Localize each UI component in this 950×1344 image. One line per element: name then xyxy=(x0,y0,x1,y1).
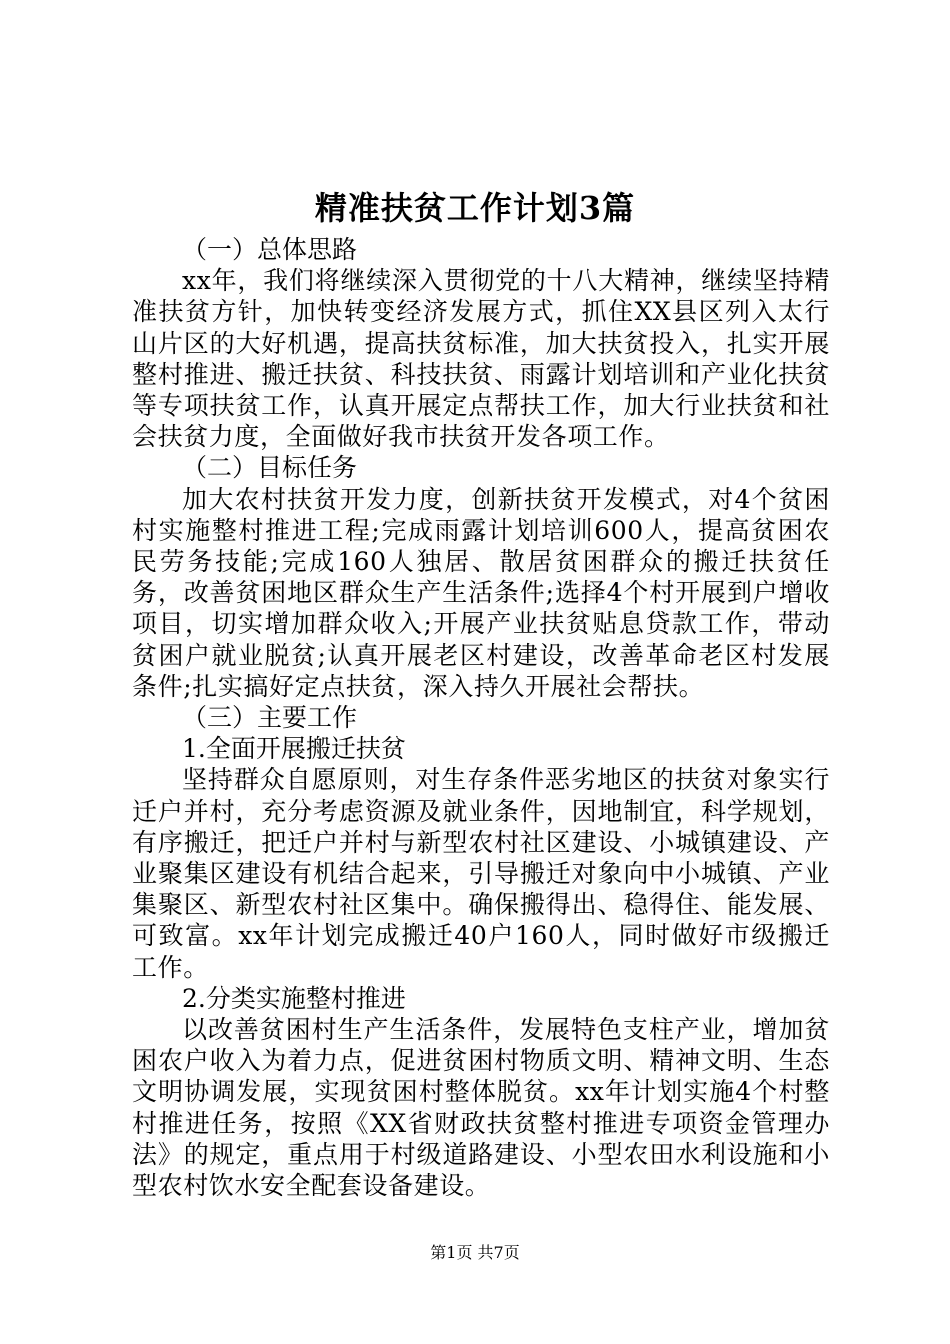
document-body xyxy=(132,234,830,1201)
subsection-paragraph-relocation: 坚持群众自愿原则，对生存条件恶劣地区的扶贫对象实行迁户并村，充分考虑资源及就业条件，因地制宜，科学规划，有序搬迁，把迁户并村与新型农村社区建设、小城镇建设、产业聚集区建设有机结合起来，引导搬迁对象向中小城镇、产业集聚区、新型农村社区集中。确保搬得出、稳得住、能发展、可致富。xx年计划完成搬迁40户160人，同时做好市级搬迁工作。 xyxy=(132,765,830,982)
section-heading-targets: （二）目标任务 xyxy=(182,453,358,483)
section-heading-overall-approach: （一）总体思路 xyxy=(182,235,358,264)
section-heading-main-work: （三）主要工作 xyxy=(182,703,358,733)
subsection-heading-relocation: 1.全面开展搬迁扶贫 xyxy=(182,734,406,764)
page-footer: 第1页 共7页 xyxy=(430,1243,520,1262)
section-paragraph-overall-approach: xx年，我们将继续深入贯彻党的十八大精神，继续坚持精准扶贫方针，加快转变经济发展方式，抓住XX县区列入太行山片区的大好机遇，提高扶贫标准，加大扶贫投入，扎实开展整村推进、搬迁扶贫、科技扶贫、雨露计划培训和产业化扶贫等专项扶贫工作，认真开展定点帮扶工作，加大行业扶贫和社会扶贫力度，全面做好我市扶贫开发各项工作。 xyxy=(132,266,830,452)
document-title: 精准扶贫工作计划3篇 xyxy=(314,189,636,227)
subsection-heading-village-advancement: 2.分类实施整村推进 xyxy=(182,983,406,1013)
section-paragraph-targets: 加大农村扶贫开发力度，创新扶贫开发模式，对4个贫困村实施整村推进工程;完成雨露计划培训600人，提高贫困农民劳务技能;完成160人独居、散居贫困群众的搬迁扶贫任务，改善贫困地区群众生产生活条件;选择4个村开展到户增收项目，切实增加群众收入;开展产业扶贫贴息贷款工作，带动贫困户就业脱贫;认真开展老区村建设，改善革命老区村发展条件;扎实搞好定点扶贫，深入持久开展社会帮扶。 xyxy=(132,484,830,701)
subsection-paragraph-village-advancement: 以改善贫困村生产生活条件，发展特色支柱产业，增加贫困农户收入为着力点，促进贫困村物质文明、精神文明、生态文明协调发展，实现贫困村整体脱贫。xx年计划实施4个村整村推进任务，按照《XX省财政扶贫整村推进专项资金管理办法》的规定，重点用于村级道路建设、小型农田水利设施和小型农村饮水安全配套设备建设。 xyxy=(132,1015,830,1201)
